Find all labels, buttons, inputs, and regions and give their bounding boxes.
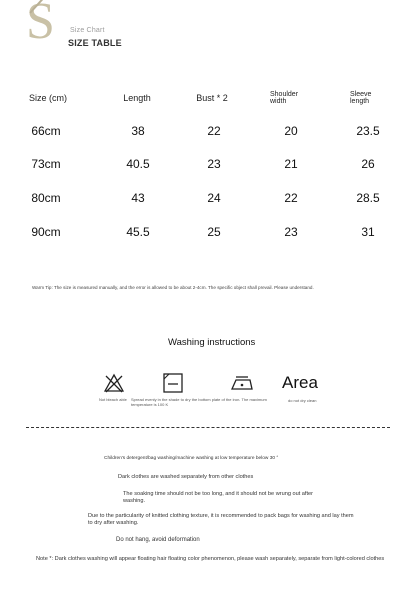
table-cell-size: 90cm [31,225,61,239]
table-cell-shoulder: 20 [284,124,298,138]
brand-logo-letter: S [26,0,55,50]
table-cell-shoulder: 21 [284,157,298,171]
dry-flat-shade-icon [163,373,183,393]
table-cell-length: 38 [131,124,145,138]
dry-clean-caption: do not dry clean [288,398,317,403]
iron-low-icon [230,375,254,391]
table-cell-sleeve: 31 [361,225,375,239]
table-cell-length: 40.5 [126,157,150,171]
table-cell-bust: 23 [207,157,221,171]
size-table-title: SIZE TABLE [68,38,122,48]
note-soaking: The soaking time should not be too long, and it should not be wrung out after washing. [123,491,314,504]
column-header-length: Length [123,93,151,103]
area-label: Area [282,373,318,392]
washing-instructions-title: Washing instructions [168,337,256,348]
column-header-size: Size (cm) [29,93,67,103]
no-bleach-caption: Not bleach able [99,397,127,402]
note-detergent: Children's detergent/bag washing/machine washing at low temperature below 30 ° [104,456,279,461]
column-header-bust: Bust * 2 [196,93,228,103]
note-dark-clothes: Dark clothes are washed separately from other clothes [118,474,254,480]
table-cell-length: 43 [131,191,145,205]
table-cell-bust: 22 [207,124,221,138]
table-cell-size: 73cm [31,157,61,171]
size-chart-subtitle: Size Chart [70,27,105,34]
table-cell-shoulder: 23 [284,225,298,239]
table-cell-sleeve: 26 [361,157,375,171]
table-cell-shoulder: 22 [284,191,298,205]
dry-flat-caption: Spread evenly in the shade to dry the bottom plate of the iron. The maximum temperature is 100 K [131,397,267,407]
no-bleach-icon [104,373,124,393]
warm-tip: Warm Tip: The size is measured manually, and the error is allowed to be about 2-4cm. The specific object shall prevail. Please understand. [32,285,314,290]
section-divider [26,427,390,428]
table-cell-sleeve: 23.5 [356,124,380,138]
table-cell-bust: 25 [207,225,221,239]
table-cell-sleeve: 28.5 [356,191,380,205]
column-header-shoulder: Shoulder width [270,91,299,105]
column-header-sleeve: Sleeve length [350,91,372,105]
note-knitted: Due to the particularity of knitted clothing texture, it is recommended to pack bags for washing and lay them to dry after washing. [88,513,354,526]
note-do-not-hang: Do not hang, avoid deformation [116,537,200,543]
table-cell-size: 80cm [31,191,61,205]
table-cell-size: 66cm [31,124,61,138]
table-cell-bust: 24 [207,191,221,205]
table-cell-length: 45.5 [126,225,150,239]
note-dark-floating: Note *: Dark clothes washing will appear floating hair floating color phenomenon, please wash separately, separate from light-colored clothes [36,556,385,562]
